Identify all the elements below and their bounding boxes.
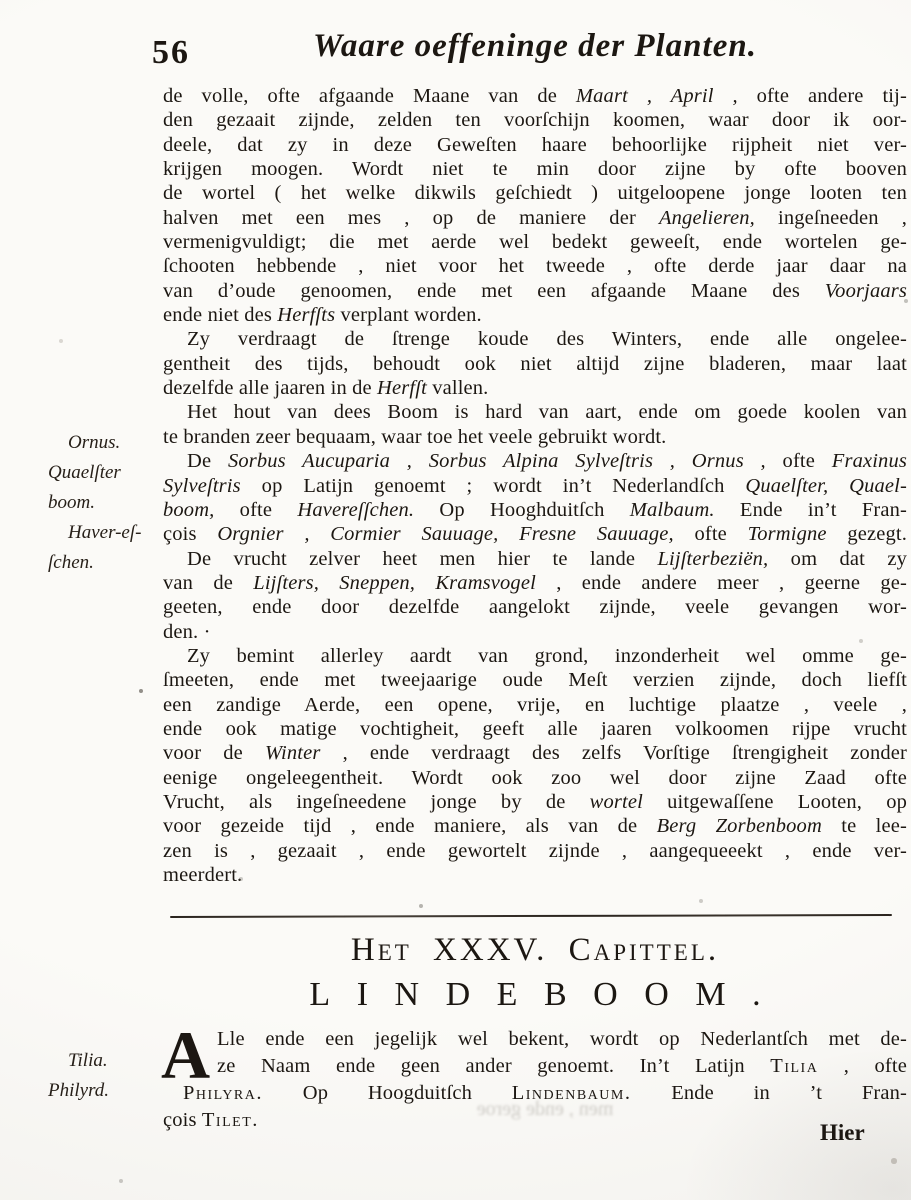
text-line [163,84,907,108]
margin-note-line: Ornus. [68,432,121,453]
italic-text: boom, [163,498,215,521]
roman-text: çois [163,1109,202,1131]
italic-text: Quaelſter, Quael- [745,474,907,497]
roman-text: , ende andere meer , geerne ge- [535,571,908,594]
text-line [163,474,907,498]
roman-text: de volle, ofte afgaande Maane van de [163,85,576,107]
roman-text: Het hout van dees Boom is hard van aart, ende om goede koolen van [187,401,907,424]
text-line [163,133,907,157]
verso-bleed-through-text: men , ende geroe [476,1098,614,1120]
roman-text: De vrucht zelver heet men hier te lande [187,547,658,570]
small-caps-text: Tilia [770,1055,819,1077]
roman-text: zen is , gezaait , ende gewortelt zijnde , aangequeeekt , ende ver- [163,839,907,862]
italic-text: Voorjaars [824,279,907,302]
roman-text: meerdert. [163,864,243,886]
chapter-title: LINDEBOOM. [309,976,788,1013]
roman-text: Zy verdraagt de ſtrenge koude des Winters, ende alle ongelee- [187,328,907,351]
roman-text: halven met een mes , op de maniere der [163,206,659,229]
italic-text: Sorbus Aucuparia , Sorbus Alpina Sylveſtris , Ornus , [227,450,766,473]
roman-text: ofte [214,498,298,521]
text-line [163,1053,907,1080]
italic-text: Orgnier , Cormier Sauuage, Fresne Sauuage, [217,523,674,546]
text-line [163,522,907,546]
italic-text: Fraxinus [831,450,907,473]
roman-text: krijgen moogen. Wordt niet te min door zijne by ofte booven [163,158,907,181]
text-line [163,279,907,303]
roman-text: ſchooten hebbende , niet voor het tweede , ofte derde jaar daar na [163,255,907,278]
drop-cap-initial: A [161,1017,211,1093]
text-line [163,814,907,838]
text-line [163,352,907,376]
italic-text: Winter [264,742,321,765]
small-caps-text: Lindenbaum. [511,1082,632,1104]
roman-text: deele, dat zy in deze Geweſten haare behoorlijke rijpheit niet ver- [163,133,907,156]
text-line [163,425,907,449]
roman-text: de wortel ( het welke dikwils geſchiedt ) uitgeloopene jonge looten ten [163,182,907,205]
roman-text: van d’oude genoomen, ende met een afgaande Maane des [163,279,825,302]
text-line [163,230,907,254]
roman-text: Ende in’t Fran- [714,498,907,521]
italic-text: Havereſſchen. [297,498,415,521]
roman-text: Op Hoogduitſch [263,1082,512,1104]
roman-text: op Latijn genoemt ; wordt in’t Nederlandſch [240,474,746,497]
text-line [163,376,907,400]
roman-text: voor de [163,742,265,765]
catchword: Hier [820,1120,865,1145]
text-line [163,644,907,668]
roman-text: De [187,450,228,473]
roman-text: te lee- [821,815,908,838]
text-line [163,668,907,692]
text-line [163,1026,907,1053]
running-title: Waare oeffeninge der Planten. [313,28,757,64]
roman-text: den. · [163,620,211,643]
margin-note-line: Tilia. [68,1050,108,1071]
margin-note-line: ſchen. [48,552,94,573]
roman-text: Op Hooghduitſch [414,498,630,521]
roman-text: ze Naam ende geen ander genoemt. In’t Latijn [217,1055,771,1077]
small-caps-text: Tilet. [201,1109,259,1131]
section-divider-rule [170,914,892,918]
page-number: 56 [152,34,190,71]
text-line [163,693,907,717]
margin-note-line: boom. [48,492,95,513]
margin-note-tilia [48,1046,160,1106]
roman-text: Vrucht, als ingeſneedene jonge by de [163,790,590,813]
italic-text: Maart , April , [575,85,738,107]
italic-text: Malbaum. [629,498,715,521]
text-line [163,303,907,327]
roman-text: eenige ongeleegentheit. Wordt ook zoo wel door zijne Zaad ofte [163,766,907,789]
roman-text: çois [163,523,218,546]
roman-text: Ende in ’t Fran- [631,1082,907,1104]
text-line [163,839,907,863]
margin-note-ornus [48,428,160,578]
italic-text: Herfſts [277,304,336,327]
text-line [163,181,907,205]
text-line [163,571,907,595]
roman-text: ofte [765,450,832,473]
roman-text: om dat zy [768,547,908,570]
text-line [163,400,907,424]
roman-text: den gezaait zijnde, zelden ten voorſchijn koomen, waar door ik oor- [163,109,907,132]
italic-text: wortel [589,790,643,813]
roman-text: Zy bemint allerley aardt van grond, inzonderheit wel omme ge- [187,644,907,667]
text-line [163,863,907,887]
text-line [163,449,907,473]
paper-specks [0,0,2,2]
text-line [163,254,907,278]
text-line [163,157,907,181]
roman-text: vermenigvuldigt; die met aerde wel bedekt geweeſt, ende wortelen ge- [163,231,907,254]
text-line [163,327,907,351]
margin-note-line: Quaelſter [48,462,121,483]
text-line [163,206,907,230]
italic-text: Lijſters, Sneppen, Kramsvogel [253,571,536,594]
roman-text: gezegt. [826,523,907,546]
text-line [163,717,907,741]
text-line [163,741,907,765]
roman-text: Lle ende een jegelijk wel bekent, wordt op Nederlantſch met de- [217,1028,907,1050]
text-line [163,790,907,814]
roman-text: ſmeeten, ende met tweejaarige oude Meſt verzien zijnde, doch liefſt [163,669,907,692]
roman-text: van de [163,571,254,594]
chapter-heading: Het XXXV. Capittel. [350,932,720,968]
roman-text: gentheit des tijds, behoudt ook niet altijd zijne bladeren, maar laat [163,352,907,375]
roman-text: , ende verdraagt des zelfs Vorſtige ſtrengigheit zonder [320,742,907,765]
roman-text: uitgewaſſene Looten, op [642,790,907,813]
small-caps-text: Philyra. [183,1082,264,1104]
text-line [163,498,907,522]
italic-text: Angelieren, [658,206,755,229]
roman-text: geeten, ende door dezelfde aangelokt zijnde, veele gevangen wor- [163,596,907,619]
roman-text: , ofte [818,1055,908,1077]
margin-note-line: Haver-eſ- [68,522,142,543]
italic-text: Herfſt [377,377,427,400]
roman-text: verplant worden. [335,304,482,327]
text-line [163,766,907,790]
italic-text: Tormigne [747,523,827,546]
roman-text: ofte andere tij- [737,85,907,107]
text-line [163,595,907,619]
italic-text: Lijſterbeziën, [657,547,769,570]
margin-note-line: Philyrd. [48,1080,110,1101]
italic-text: Sylveſtris [163,474,241,497]
roman-text: dezelfde alle jaaren in de [163,377,378,400]
text-line [163,108,907,132]
roman-text: ende ook matige vochtigheit, geeft alle jaaren volkoomen rijpe vrucht [163,717,907,740]
text-line [163,620,907,644]
roman-text: te branden zeer bequaam, waar toe het veele gebruikt wordt. [163,425,667,448]
text-line [163,547,907,571]
roman-text: vallen. [426,377,489,400]
body-text-block [163,84,907,887]
roman-text: voor gezeide tijd , ende maniere, als van de [163,815,657,838]
roman-text: ofte [673,523,748,546]
italic-text: Berg Zorbenboom [656,815,822,838]
roman-text: ingeſneeden , [754,206,908,229]
roman-text: een zandige Aerde, een opene, vrije, en luchtige plaatze , veele , [163,693,907,716]
roman-text: ende niet des [163,304,278,327]
